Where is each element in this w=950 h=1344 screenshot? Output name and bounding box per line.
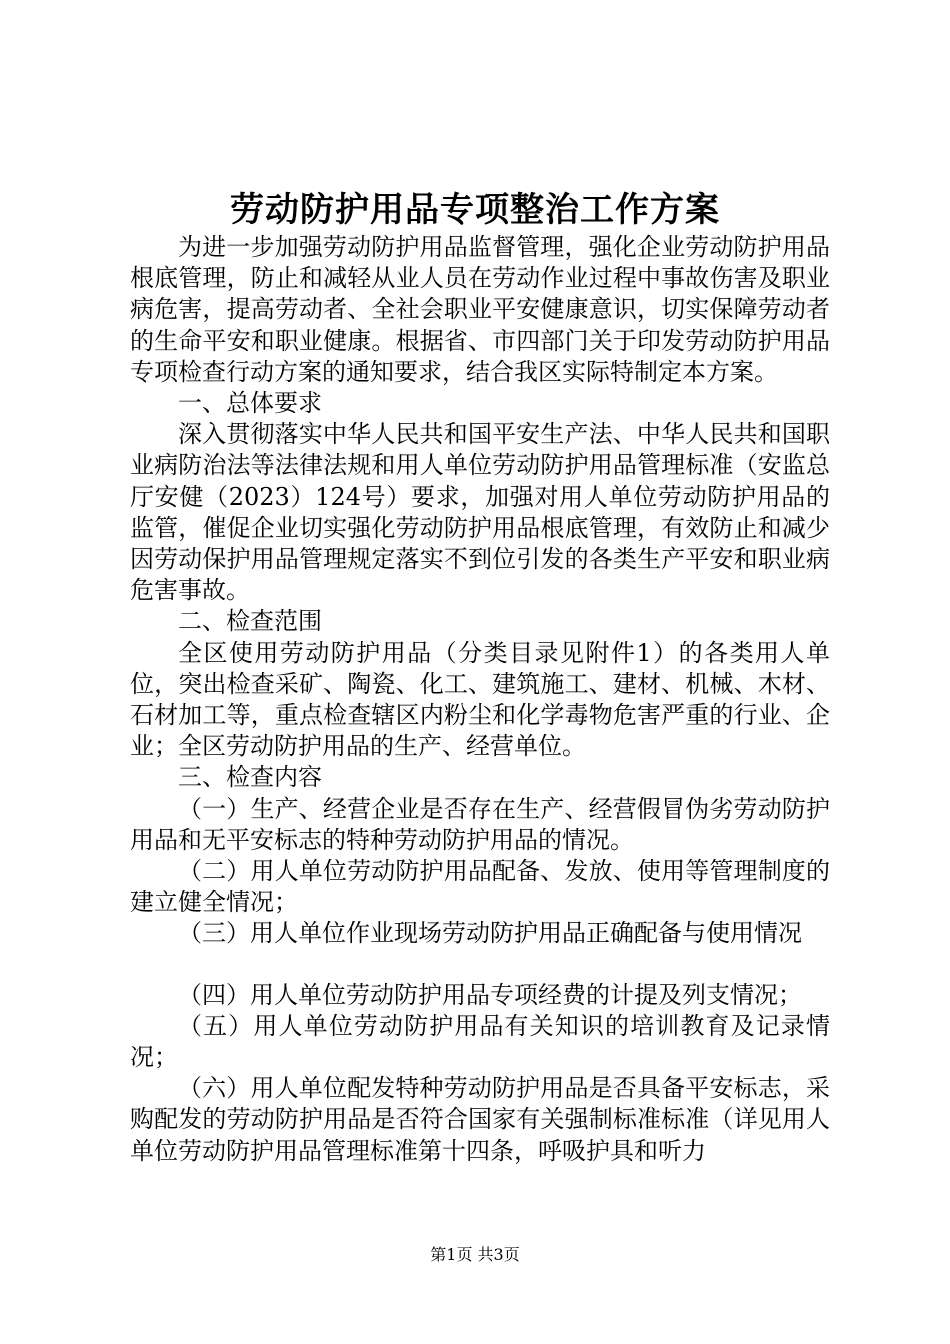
document-body <box>130 232 830 1167</box>
heading-inspection-scope: 二、检查范围 <box>178 607 322 636</box>
paragraph-general-requirements: 深入贯彻落实中华人民共和国平安生产法、中华人民共和国职业病防治法等法律法规和用人单位劳动防护用品管理标准（安监总厅安健（2023）124号）要求，加强对用人单位劳动防护用品的监管，催促企业切实强化劳动防护用品根底管理，有效防止和减少因劳动保护用品管理规定落实不到位引发的各类生产平安和职业病危害事故。 <box>130 420 830 605</box>
heading-inspection-content: 三、检查内容 <box>178 763 322 792</box>
item-5: （五）用人单位劳动防护用品有关知识的培训教育及记录情况； <box>130 1011 830 1072</box>
item-6: （六）用人单位配发特种劳动防护用品是否具备平安标志，采购配发的劳动防护用品是否符合国家有关强制标准标准（详见用人单位劳动防护用品管理标准第十四条，呼吸护具和听力 <box>130 1074 830 1165</box>
document-title: 劳动防护用品专项整治工作方案 <box>230 190 720 230</box>
page-number: 第1页 共3页 <box>430 1245 520 1264</box>
item-2: （二）用人单位劳动防护用品配备、发放、使用等管理制度的建立健全情况； <box>130 857 830 917</box>
heading-general-requirements: 一、总体要求 <box>178 389 322 418</box>
item-4: （四）用人单位劳动防护用品专项经费的计提及列支情况； <box>178 980 802 1009</box>
blank-line <box>130 950 830 980</box>
paragraph-intro: 为进一步加强劳动防护用品监督管理，强化企业劳动防护用品根底管理，防止和减轻从业人员在劳动作业过程中事故伤害及职业病危害，提高劳动者、全社会职业平安健康意识，切实保障劳动者的生命平安和职业健康。根据省、市四部门关于印发劳动防护用品专项检查行动方案的通知要求，结合我区实际特制定本方案。 <box>130 233 830 386</box>
item-3: （三）用人单位作业现场劳动防护用品正确配备与使用情况 <box>178 919 802 948</box>
item-1: （一）生产、经营企业是否存在生产、经营假冒伪劣劳动防护用品和无平安标志的特种劳动防护用品的情况。 <box>130 794 830 854</box>
paragraph-inspection-scope: 全区使用劳动防护用品（分类目录见附件1）的各类用人单位，突出检查采矿、陶瓷、化工、建筑施工、建材、机械、木材、石材加工等，重点检查辖区内粉尘和化学毒物危害严重的行业、企业；全区劳动防护用品的生产、经营单位。 <box>130 638 830 761</box>
